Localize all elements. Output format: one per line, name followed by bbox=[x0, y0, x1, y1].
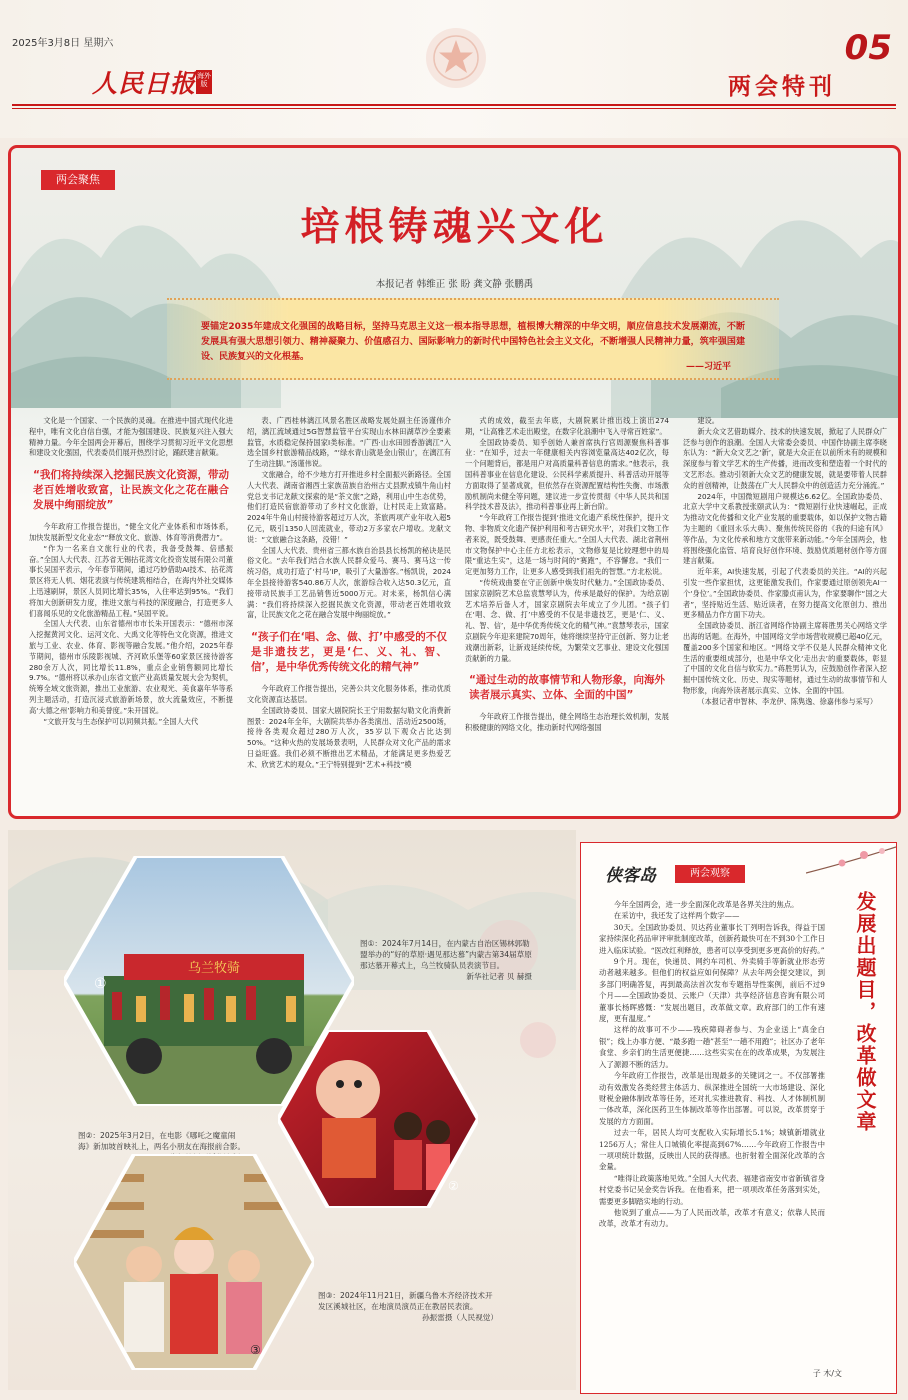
column-tag: 两会观察 bbox=[675, 865, 745, 883]
photo-banner: 乌兰牧骑 bbox=[187, 961, 241, 976]
paragraph: “文旅开发与生态保护可以同频共振。”全国人大代 bbox=[43, 716, 199, 726]
paragraph: 今年政府工作报告提出，“健全文化产业体系和市场体系，加快发展新型文化业态”“释放文化、旅游、体育等消费潜力”。 bbox=[29, 522, 233, 542]
paragraph: 文化是一个国家、一个民族的灵魂。在推进中国式现代化进程中，唯有文化自信自强，才能为强国建设、民族复兴注入强大精神力量。今年全国两会开幕后，围绕学习贯彻习近平文化思想和建设文化强国，代表委员们展开热烈讨论，踊跃建言献策。 bbox=[29, 416, 233, 458]
commentary-body bbox=[599, 899, 825, 1379]
caption-text: 图③：2024年11月21日，新疆乌鲁木齐经济技术开发区溪城社区，在地演员演员正在教居民表演。 bbox=[318, 1291, 493, 1311]
paragraph: 在采访中，我还发了这样两个数字—— bbox=[613, 911, 740, 921]
paragraph: 全国人大代表、贵州省三都水族自治县县长杨凯的秘诀是民俗文化。“去年我们结合水族人民群众爱马、赛马、赛马这一传统习俗，成功打造了‘村马’IP，吸引了大量游客。”杨凯说，2024年全县接待游客540.86万人次，旅游综合收入达50.3亿元，直接带动民族手工艺品销售近5000万元。对未来，杨凯信心满满：“我们将持续深入挖掘民族文化资源，带动老百姓增收致富，让民族文化之花在融合发展中绚丽绽放。” bbox=[247, 545, 451, 620]
plum-blossom-icon bbox=[806, 843, 896, 883]
paragraph: 式的成效，截至去年底，大剧院累计推出线上演出274期，“让高雅艺术走出殿堂，在数字化浪潮中飞入寻常百姓家”。 bbox=[465, 416, 669, 436]
caption-photo-1 bbox=[360, 938, 532, 982]
paragraph: 今年全国两会，进一步全面深化改革是各界关注的焦点。 bbox=[613, 900, 799, 909]
photo-number-2: ② bbox=[448, 1179, 459, 1193]
paragraph: 全国人大代表、山东省德州市市长朱开国表示：“德州市深入挖掘黄河文化、运河文化、大禹文化等特色文化资源，推进文旅与工业、农业、体育、影视等融合发展。”他介绍，2025年春节期间，德州市乐陵影视城、齐河欧乐堡等60家景区接待游客280余万人次，同比增长11.8%，重点企业销售额同比增长9.7%。“德州将以承办山东省文旅产业高质量发展大会为契机，统筹全域文旅资源，推出工业旅游、农业观光、美食嘉年华等系列主题活动，打造沉浸式旅游新场景，放大流量效应，不断提高‘大德之州’影响力和美誉度。”朱开国说。 bbox=[29, 619, 233, 715]
article-column-4 bbox=[683, 416, 887, 812]
photo-credit: 孙振雷摄（人民视觉） bbox=[422, 1313, 498, 1322]
paragraph: 30天。全国政协委员、贝达药业董事长丁列明告诉我，得益于国家持续深化药品审评审批制度改革，创新药最快可在不到30个工作日进入临床试验。“医改红利释放，患者可以享受到更多更高价的好药。” bbox=[599, 922, 825, 955]
section-tag: 两会聚焦 bbox=[41, 170, 115, 190]
newspaper-logo[interactable]: 人民日报 bbox=[92, 69, 197, 98]
leader-quote-box bbox=[167, 298, 779, 380]
paragraph: 9个月。现在，快递员、网约车司机、外卖骑手等新就业形态劳动者越来越多。但他们的权益应如何保障？从去年两会提交建议，到多部门明确答复，再到最高法首次发布专题指导性案例，前后不过9个月——全国政协委员、云账户（天津）共享经济信息咨询有限公司董事长杨晖感慨：“发展出题目，改革做文章。政府部门的工作有速度，更有温度。” bbox=[599, 957, 825, 1024]
masthead-rule-thin bbox=[12, 108, 896, 109]
caption-text: 图①：2024年7月14日，在内蒙古自治区锡林郭勒盟举办的“好的草原·遇见那达慕”内蒙古第34届草原那达慕开幕式上，乌兰牧骑队员表演节目。 bbox=[360, 939, 532, 970]
paragraph: 这样的故事可不少——残疾障碍者参与、为企业送上“真金白银”；线上办事方便、“最多跑一趟”甚至“一趟不用跑”；社区办了老年食堂、乡亲们的生活更便捷……这些实实在在的改革成果，为发展注入了源源不断的活力。 bbox=[599, 1025, 825, 1069]
masthead-rule bbox=[12, 104, 896, 106]
feature-article bbox=[8, 145, 901, 819]
page-number: 05 bbox=[844, 28, 892, 68]
masthead bbox=[0, 0, 908, 138]
paragraph: 今年政府工作报告提出，完善公共文化服务体系，推动优质文化资源直达基层。 bbox=[247, 684, 451, 704]
caption-photo-3 bbox=[318, 1290, 498, 1323]
paragraph: 他说到了重点——为了人民而改革，改革才有意义；依靠人民而改革，改革才有动力。 bbox=[599, 1207, 825, 1229]
commentary-title[interactable]: 发展出题目，改革做文章 bbox=[853, 891, 877, 1133]
paragraph: “作为一名来自文旅行业的代表，我备受鼓舞、倍感振奋。”全国人大代表、江苏省无锡拈花湾文化投资发展有限公司董事长吴国平表示，今年春节期间，通过巧妙借助AI技术、拈花湾景区将无人机、烟花表演与传统建筑相结合，在海内外社交媒体上迅速刷屏，景区人员同比增长35%，入住率达到95%。“我们将加大创新研发力度，推进文旅与科技的深度融合，打造更多人们喜闻乐见的文化旅游精品工程。”吴国平说。 bbox=[29, 543, 233, 618]
column-logo: 侠客岛 bbox=[605, 866, 656, 886]
article-column-2 bbox=[247, 416, 451, 812]
photo-credit: 新华社记者 贝 赫摄 bbox=[466, 972, 532, 981]
photo-number-1: ① bbox=[94, 976, 107, 992]
paragraph: “唯得让政策落地见效。”全国人大代表、福建省南安市省新镇省身村党委书记吴金奖告诉我。在他看来，把一项项改革任务落到实处，需要更多脚踏实地的行动。 bbox=[599, 1173, 825, 1206]
edition-tag: 海外版 bbox=[196, 70, 212, 94]
paragraph: 全国政协委员、浙江省网络作协副主席蒋胜男关心网络文学出海的话题。在海外，中国网络文学市场营收规模已超40亿元，覆盖200多个国家和地区。“网络文学不仅是人民群众精神文化生活的重要组成部分，也是中华文化‘走出去’的重要载体，彰显了中国的文化自信与软实力。”蒋胜男认为，应鼓励创作者深入挖掘中国传统文化、历史、现实等题材，通过生动的故事情节和人物形象，向海外读者展示真实、立体、全面的中国。 bbox=[683, 621, 887, 695]
issue-date: 2025年3月8日 星期六 bbox=[12, 38, 114, 49]
feature-headline[interactable]: 培根铸魂兴文化 bbox=[300, 205, 609, 250]
quote-signature: ——习近平 bbox=[685, 362, 731, 372]
photo-number-3: ③ bbox=[250, 1343, 261, 1357]
paragraph: 新大众文艺借助媒介、技术的快速发展，掀起了人民群众广泛参与创作的浪潮。全国人大常委会委员、中国作协副主席李晓东认为：“新大众文艺之‘新’，就是大众正在以前所未有的规模和深度参与着文学艺术的生产传播，进而改变和塑造着一个时代的文艺形态。推动引领新大众文艺的健康发展，就是要带着人民群众的首创精神，让鼓荡在广大人民群众中的创造活力充分涌流。” bbox=[683, 426, 887, 490]
caption-text: 图②：2025年3月2日，在电影《哪吒之魔童闹海》新加坡首映礼上，两名小朋友在海报前合影。 bbox=[78, 1131, 246, 1151]
paragraph: 2024年，中国微短剧用户规模达6.62亿。全国政协委员、北京大学中文系教授张颐武认为：“微短剧行业快速崛起，正成为推动文化传播和文化产业发展的重要载体，如以保护文物古籍为主题的《重回永乐大典》、聚焦传统民俗的《我的归途有风》等作品，为文化传承和地方文旅带来新动能。”今年全国两会，他将围绕强化监管、培育良好创作环境、鼓励优质题材创作等方面建言献策。 bbox=[683, 491, 887, 566]
paragraph: 近年来，AI快速发展，引起了代表委员的关注。“AI的兴起引发一些作家担忧，这更能激发我们，作家要通过原创领先AI一个‘身位’。”全国政协委员、作家滕贞甫认为，作家要聊作“国之大者”，坚持贴近生活、贴近读者，在努力提高文化原创力、推出更多精品力作方面下功夫。 bbox=[683, 567, 887, 620]
article-column-1 bbox=[29, 416, 233, 812]
paragraph: “今年政府工作报告提到‘推进文化遗产系统性保护，提升文物、非物质文化遗产保护利用和考古研究水平’，对我们文物工作者来说，既受鼓舞、更感责任重大。”全国人大代表、湖北省荆州市文物保护中心主任方北松表示，文物修复是比较理想中的局限“重达生实”，这是一场与时间的“赛跑”，不容懈怠。“我们一定更加努力工作，让更多人感受到我们祖先的智慧。”方北松说。 bbox=[465, 513, 669, 577]
section-title: 两会特刊 bbox=[728, 74, 836, 100]
pull-quote: “通过生动的故事情节和人物形象，向海外读者展示真实、立体、全面的中国” bbox=[469, 674, 665, 702]
article-columns bbox=[29, 416, 887, 812]
leader-quote: 要锚定2035年建成文化强国的战略目标，坚持马克思主义这一根本指导思想，植根博大精深的中华文明，顺应信息技术发展潮流，不断发展具有强大思想引领力、精神凝聚力、价值感召力、国际影响力的新时代中国特色社会主义文化，不断增强人民精神力量，筑牢强国建设、民族复兴的文化根基。 bbox=[201, 322, 745, 362]
paragraph: 全国政协委员、国家大剧院院长王宁用数据勾勒文化消费新图景：2024年全年，大剧院共举办各类演出、活动近2500场，接待各类观众超过280万人次，35岁以下观众占比达到50%。“这种火热的发展场景表明，人民群众对文化产品的需求日益旺盛。我们必须不断推出艺术精品，才能满足更多热爱艺术、欣赏艺术的观众。”王宁特别提到“艺术+科技”模 bbox=[247, 705, 451, 769]
paragraph: “传统戏曲要在守正创新中焕发时代魅力。”全国政协委员、国家京剧院艺术总监袁慧琴认为，传承是最好的保护。为给京剧艺术培养后备人才，国家京剧院去年成立了少儿团。“孩子们在‘唱、念、做、打’中感受的不仅是非遗技艺，更是‘仁、义、礼、智、信’，是中华优秀传统文化的精气神。”袁慧琴表示，国家京剧院今年迎来建院70周年，她将继续坚持守正创新、努力让老戏潮出新彩，让新戏延续传统，为繁荣文艺事业、建设文化强国贡献新的力量。 bbox=[465, 577, 669, 663]
byline: 本报记者 韩维正 张 盼 龚文静 张鹏禹 bbox=[375, 279, 534, 290]
author-credit: 子 木/文 bbox=[812, 1369, 842, 1378]
paragraph: 全国政协委员、知乎创始人兼首席执行官周源聚焦科普事业：“在知乎，过去一年健康相关内容浏览量高达402亿次，每一个问题背后，都是用户对高质量科普信息的需求。”他表示，我国科普事业在信息化建设、公民科学素质提升、科普活动开展等方面取得了显著成就，但依然存在资源配置结构性失衡、市场激励机制尚未健全等问题，建议进一步宣传贯彻《中华人民共和国科学技术普及法》，推动科普事业再上新台阶。 bbox=[465, 437, 669, 512]
paragraph: 文旅融合，给不少地方打开推进乡村全面振兴新路径。全国人大代表、湖南省湘西土家族苗族自治州古丈县默戎镇牛角山村党总支书记龙献文探索的是“茶文旅”之路，利用山中生态优势，他们打造民宿旅游带动了乡村文化旅游，让村民走上致富路。2024年牛角山村接待游客超过万人次，茶旅两项产业年收入超5亿元，吸引1350人回流就业，带动2万多家农户增收。龙献文说：“文旅融合这条路，没错！” bbox=[247, 469, 451, 544]
paragraph: 今年政府工作报告，改革是出现最多的关键词之一。不仅部署推动有效激发各类经营主体活力、纵深推进全国统一大市场建设、深化财税金融体制改革等任务，还对扎实推进教育、科技、人才体制机制一体改革，深化医药卫生体制改革等作出部署。可以说，改革贯穿于发展的方方面面。 bbox=[599, 1071, 825, 1126]
article-column-3 bbox=[465, 416, 669, 812]
pull-quote: “我们将持续深入挖掘民族文化资源，带动老百姓增收致富，让民族文化之花在融合发展中绚丽绽放” bbox=[33, 469, 229, 512]
pull-quote: “孩子们在‘唱、念、做、打’中感受的不仅是非遗技艺，更是‘仁、义、礼、智、信’，是中华优秀传统文化的精气神” bbox=[251, 631, 447, 674]
photo-collage bbox=[8, 830, 576, 1390]
paragraph: 表、广西桂林漓江风景名胜区战略发展处副主任汤谨伟介绍，漓江流域通过5G智慧监管平台实现山水林田湖草沙全要素监管，水质稳定保持国家Ⅰ类标准。“广西·山水田园香游漓江”入选全国乡村旅游精品线路，“‘绿水青山就是金山银山’，在漓江有了生动注脚。”汤谨伟说。 bbox=[247, 416, 451, 469]
photo-3-opera-lesson[interactable] bbox=[74, 1154, 314, 1370]
paragraph: 建设。 bbox=[697, 416, 719, 425]
paragraph: 今年政府工作报告提出，健全网络生态治理长效机制，发展积极健康的网络文化，推动新时代网络强国 bbox=[465, 712, 669, 733]
contributors-note: （本报记者申智林、李龙伊、陈隽逸、徐嘉伟参与采写） bbox=[697, 696, 878, 706]
star-emblem-icon bbox=[424, 26, 488, 90]
paragraph: 过去一年，居民人均可支配收入实际增长5.1%；城镇新增就业1256万人；常住人口城镇化率提高到67%……今年政府工作报告中一项项统计数据，反映出人民的获得感。也折射着全面深化改革的含金量。 bbox=[599, 1128, 825, 1172]
commentary-sidebar bbox=[580, 842, 897, 1394]
